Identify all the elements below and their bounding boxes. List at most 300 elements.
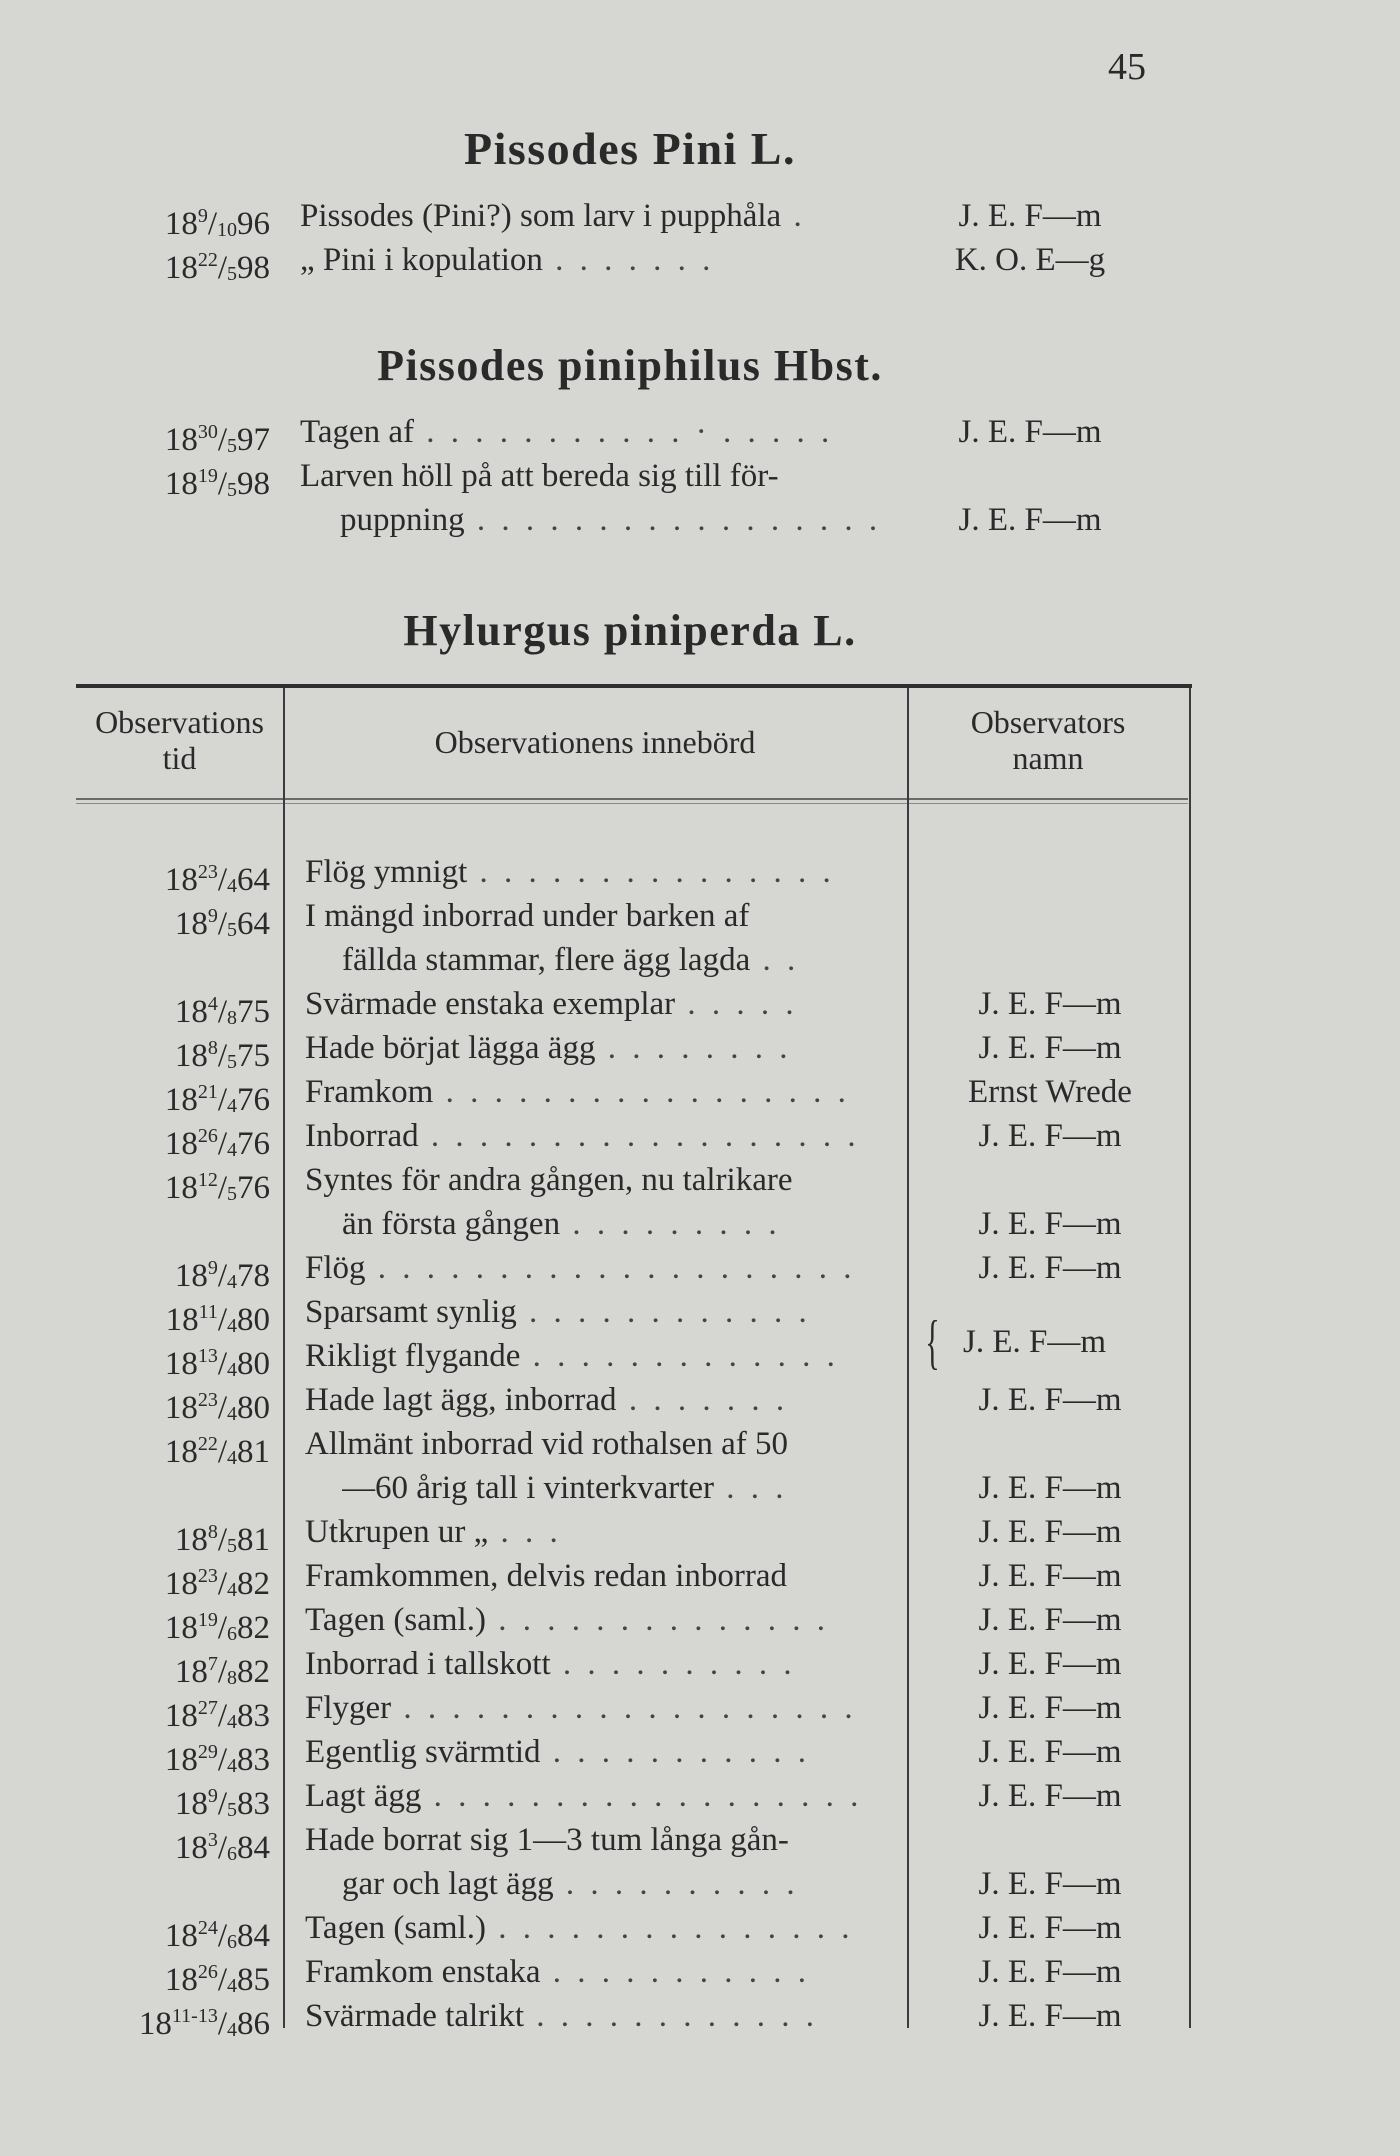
table-row xyxy=(0,894,1400,942)
observer-name: J. E. F—m xyxy=(978,986,1122,1022)
date-value xyxy=(165,1918,270,1954)
date-year: 18 xyxy=(164,422,198,458)
observation-text xyxy=(305,1598,885,1642)
date-day: 4 xyxy=(207,993,218,1015)
observation-text xyxy=(305,1906,885,1950)
date-yy: 97 xyxy=(237,422,270,458)
date-value xyxy=(165,1610,270,1646)
observer-name: J. E. F—m xyxy=(978,1382,1122,1418)
observation-text-value: Rikligt flygande xyxy=(305,1338,521,1374)
date-value xyxy=(165,862,270,898)
date-day: 7 xyxy=(207,1653,218,1675)
observer-name: J. E. F—m xyxy=(978,1646,1122,1682)
table-row xyxy=(0,1246,1400,1294)
observer-name: J. E. F—m xyxy=(978,1250,1122,1286)
observer-name: J. E. F—m xyxy=(978,1030,1122,1066)
date-value xyxy=(165,1346,270,1382)
date-month: 4 xyxy=(227,1711,237,1733)
observation-text xyxy=(305,1994,885,2038)
table-row xyxy=(0,1026,1400,1074)
date-value xyxy=(165,1434,270,1470)
date-month: 4 xyxy=(227,2019,237,2041)
observation-text-value: Framkom enstaka xyxy=(305,1954,541,1990)
date-day: 12 xyxy=(197,1169,218,1191)
leader-dots: . . . . . . . xyxy=(542,242,715,278)
date-month: 4 xyxy=(227,1975,237,1997)
observation-text xyxy=(300,238,910,282)
table-row xyxy=(0,1906,1400,1954)
date-value xyxy=(175,1654,270,1690)
observer-name: J. E. F—m xyxy=(958,198,1102,234)
observation-text-value: Egentlig svärmtid xyxy=(305,1734,541,1770)
date-value xyxy=(175,1786,270,1822)
table-row xyxy=(0,1598,1400,1646)
date-value xyxy=(165,1698,270,1734)
observation-text xyxy=(305,1642,885,1686)
observation-text xyxy=(342,1466,885,1510)
date-value xyxy=(165,1390,270,1426)
leader-dots: . . . . . . . . xyxy=(595,1030,792,1066)
date-year: 18 xyxy=(164,466,198,502)
date-year: 18 xyxy=(164,1082,198,1118)
date-month: 5 xyxy=(227,1535,237,1557)
date-yy: 98 xyxy=(237,250,270,286)
date-value xyxy=(175,1522,270,1558)
date-year: 18 xyxy=(174,1654,208,1690)
date-yy: 83 xyxy=(237,1742,270,1778)
leader-dots: . . . . . xyxy=(675,986,798,1022)
leader-dots: . . . . . . . . . xyxy=(560,1206,781,1242)
section-row xyxy=(0,498,1400,542)
observation-text-value: „ Pini i kopulation xyxy=(300,242,543,278)
date-month: 4 xyxy=(227,1271,237,1293)
date-month: 5 xyxy=(227,263,237,285)
observation-text xyxy=(305,1378,885,1422)
leader-dots: . . . . . . . . . . . . xyxy=(516,1294,811,1330)
date-slash: / xyxy=(217,422,227,458)
table-row xyxy=(0,1466,1400,1510)
table-header-rule xyxy=(76,798,1188,800)
date-month: 5 xyxy=(227,479,237,501)
observer-name: J. E. F—m xyxy=(978,1910,1122,1946)
brace-observer: J. E. F—m xyxy=(963,1324,1107,1360)
observation-text-value: Hade borrat sig 1—3 tum långa gån- xyxy=(305,1822,789,1858)
observation-date xyxy=(80,1994,270,2052)
date-day: 8 xyxy=(207,1521,218,1543)
date-slash: / xyxy=(217,1566,227,1602)
observation-text-value: Svärmade talrikt xyxy=(305,1998,525,2034)
date-month: 5 xyxy=(227,919,237,941)
date-day: 13 xyxy=(197,1345,218,1367)
observation-text xyxy=(300,410,910,454)
date-slash: / xyxy=(217,2006,227,2042)
date-year: 18 xyxy=(164,862,198,898)
leader-dots: . . xyxy=(750,942,800,978)
date-day: 23 xyxy=(197,1389,218,1411)
date-value xyxy=(175,1258,270,1294)
date-yy: 84 xyxy=(237,1830,270,1866)
date-yy: 80 xyxy=(237,1390,270,1426)
table-row xyxy=(0,1202,1400,1246)
observation-text-value: Framkom xyxy=(305,1074,434,1110)
date-slash: / xyxy=(217,1038,227,1074)
observation-text xyxy=(300,194,910,238)
observer-name: J. E. F—m xyxy=(978,1558,1122,1594)
date-value xyxy=(165,466,270,502)
observation-text xyxy=(305,1774,885,1818)
date-month: 5 xyxy=(227,1051,237,1073)
leader-dots: . . . xyxy=(714,1470,788,1506)
section-title-pissodes-piniphilus: Pissodes piniphilus Hbst. xyxy=(377,341,883,390)
brace-mark: { xyxy=(925,1309,940,1375)
leader-dots: . . . . . . . xyxy=(616,1382,789,1418)
date-yy: 96 xyxy=(237,206,270,242)
leader-dots: . . . . . . . . . . . . xyxy=(524,1998,819,2034)
observer-name: J. E. F—m xyxy=(978,1118,1122,1154)
date-yy: 82 xyxy=(237,1610,270,1646)
date-month: 4 xyxy=(227,1579,237,1601)
leader-dots: . . . . . . . . . . xyxy=(550,1646,796,1682)
date-yy: 76 xyxy=(237,1170,270,1206)
date-value xyxy=(175,1038,270,1074)
observer-name: J. E. F—m xyxy=(978,1602,1122,1638)
table-row xyxy=(0,1422,1400,1470)
observer-name: K. O. E—g xyxy=(954,242,1106,278)
date-month: 8 xyxy=(227,1667,237,1689)
date-slash: / xyxy=(217,250,227,286)
observation-text-value: Svärmade enstaka exemplar xyxy=(305,986,676,1022)
date-slash: / xyxy=(217,1170,227,1206)
date-year: 18 xyxy=(164,1610,198,1646)
date-yy: 84 xyxy=(237,1918,270,1954)
header-time-line1: Observations xyxy=(95,704,264,740)
table-top-rule xyxy=(76,684,1192,688)
leader-dots: . . . . . . . . . . . . . . . xyxy=(485,1910,854,1946)
date-yy: 83 xyxy=(237,1698,270,1734)
date-slash: / xyxy=(207,206,217,242)
date-yy: 83 xyxy=(237,1786,270,1822)
observation-text xyxy=(305,1686,885,1730)
observation-text xyxy=(305,1510,885,1554)
date-day: 23 xyxy=(197,861,218,883)
date-yy: 64 xyxy=(237,906,270,942)
observation-text-value: Lagt ägg xyxy=(305,1778,422,1814)
observation-text xyxy=(305,982,885,1026)
observer-name: Ernst Wrede xyxy=(968,1074,1132,1110)
observation-text xyxy=(305,1158,885,1202)
observation-text-value: Hade börjat lägga ägg xyxy=(305,1030,596,1066)
table-row xyxy=(0,1818,1400,1866)
date-slash: / xyxy=(217,906,227,942)
observation-date xyxy=(100,238,270,296)
date-slash: / xyxy=(217,466,227,502)
observation-text-value: Inborrad xyxy=(305,1118,419,1154)
observation-text xyxy=(305,1070,885,1114)
date-month: 10 xyxy=(217,219,237,241)
observation-text-value: Larven höll på att bereda sig till för- xyxy=(300,458,779,494)
observer-name: J. E. F—m xyxy=(978,1514,1122,1550)
date-slash: / xyxy=(217,994,227,1030)
observation-text xyxy=(342,1202,885,1246)
observation-text-value: Tagen af xyxy=(300,414,415,450)
date-year: 18 xyxy=(138,2006,172,2042)
leader-dots: . xyxy=(781,198,806,234)
table-row xyxy=(0,1070,1400,1118)
table-row xyxy=(0,1686,1400,1734)
date-day: 8 xyxy=(207,1037,218,1059)
observer-name: J. E. F—m xyxy=(978,1778,1122,1814)
date-value xyxy=(165,1082,270,1118)
date-slash: / xyxy=(217,1126,227,1162)
date-slash: / xyxy=(217,1654,227,1690)
leader-dots: . . . . . . . . . . . xyxy=(540,1954,811,1990)
date-yy: 78 xyxy=(237,1258,270,1294)
date-day: 22 xyxy=(197,249,218,271)
table-row xyxy=(0,1334,1400,1382)
leader-dots: . . . . . . . . . . . . . . . . . . xyxy=(421,1778,863,1814)
observer-name: J. E. F—m xyxy=(958,414,1102,450)
observation-text xyxy=(305,1290,885,1334)
section-row xyxy=(0,194,1400,242)
observer-name: J. E. F—m xyxy=(978,1954,1122,1990)
date-value xyxy=(165,206,270,242)
date-day: 27 xyxy=(197,1697,218,1719)
date-year: 18 xyxy=(174,1830,208,1866)
observation-text-value: Pissodes (Pini?) som larv i pupphåla xyxy=(300,198,782,234)
observation-text-value: Sparsamt synlig xyxy=(305,1294,517,1330)
observation-text-value: Utkrupen ur „ xyxy=(305,1514,489,1550)
header-observer-line1: Observators xyxy=(970,704,1126,740)
date-day: 19 xyxy=(197,1609,218,1631)
date-year: 18 xyxy=(174,994,208,1030)
date-value xyxy=(139,2006,270,2042)
leader-dots: . . . . . . . . . . . . . . . . . . xyxy=(418,1118,860,1154)
table-header-rule-2 xyxy=(76,803,1188,804)
date-yy: 86 xyxy=(237,2006,270,2042)
date-day: 30 xyxy=(197,421,218,443)
date-year: 18 xyxy=(164,1742,198,1778)
date-yy: 81 xyxy=(237,1522,270,1558)
date-day: 9 xyxy=(207,1257,218,1279)
observer-name: J. E. F—m xyxy=(978,1998,1122,2034)
date-slash: / xyxy=(217,1742,227,1778)
table-row xyxy=(0,1158,1400,1206)
date-value xyxy=(165,250,270,286)
date-month: 8 xyxy=(227,1007,237,1029)
section-row xyxy=(0,238,1400,286)
leader-dots: . . . . . . . . . . . . . . . xyxy=(467,854,835,890)
observation-text xyxy=(305,850,885,894)
observation-text-value: än första gången xyxy=(342,1206,561,1242)
table-row xyxy=(0,1554,1400,1602)
table-row xyxy=(0,1114,1400,1162)
leader-dots: . . . . . . . . . . . . . . . . . xyxy=(464,502,882,538)
observer-name: J. E. F—m xyxy=(978,1470,1122,1506)
section-row xyxy=(0,454,1400,502)
date-month: 4 xyxy=(227,875,237,897)
date-year: 18 xyxy=(164,1918,198,1954)
date-year: 18 xyxy=(164,1698,198,1734)
date-yy: 80 xyxy=(237,1302,270,1338)
date-yy: 85 xyxy=(237,1962,270,1998)
leader-dots: . . . . . . . . . . . . . xyxy=(520,1338,839,1374)
date-slash: / xyxy=(217,1346,227,1382)
date-month: 6 xyxy=(227,1931,237,1953)
header-observer-line2: namn xyxy=(1012,740,1084,776)
date-month: 4 xyxy=(227,1447,237,1469)
date-year: 18 xyxy=(174,1522,208,1558)
date-year: 18 xyxy=(164,1390,198,1426)
observation-text xyxy=(305,1114,885,1158)
table-row xyxy=(0,1290,1400,1338)
header-observation-time xyxy=(76,704,283,776)
date-month: 4 xyxy=(227,1403,237,1425)
leader-dots: . . . . . . . . . . . . . . xyxy=(485,1602,829,1638)
observation-text xyxy=(305,1334,885,1378)
table-row xyxy=(0,938,1400,982)
date-year: 18 xyxy=(164,206,198,242)
date-year: 18 xyxy=(174,1786,208,1822)
leader-dots: . . . . . . . . . . . . . . . . . xyxy=(433,1074,850,1110)
date-month: 4 xyxy=(227,1359,237,1381)
table-row xyxy=(0,1774,1400,1822)
date-yy: 82 xyxy=(237,1566,270,1602)
leader-dots: . . . xyxy=(488,1514,562,1550)
date-year: 18 xyxy=(174,1258,208,1294)
observer-name: J. E. F—m xyxy=(958,502,1102,538)
date-day: 22 xyxy=(197,1433,218,1455)
date-slash: / xyxy=(217,1522,227,1558)
date-day: 3 xyxy=(207,1829,218,1851)
date-year: 18 xyxy=(164,1126,198,1162)
date-month: 4 xyxy=(227,1139,237,1161)
date-day: 19 xyxy=(197,465,218,487)
date-month: 4 xyxy=(227,1755,237,1777)
date-yy: 75 xyxy=(237,1038,270,1074)
observation-text xyxy=(300,454,910,498)
observation-text-value: —60 årig tall i vinterkvarter xyxy=(342,1470,715,1506)
date-value xyxy=(166,1302,270,1338)
observation-text xyxy=(340,498,910,542)
date-year: 18 xyxy=(164,1170,198,1206)
date-year: 18 xyxy=(174,1038,208,1074)
table-row xyxy=(0,1994,1400,2042)
date-year: 18 xyxy=(164,1962,198,1998)
observation-text xyxy=(342,938,885,982)
observation-text-value: fällda stammar, flere ägg lagda xyxy=(342,942,751,978)
date-yy: 76 xyxy=(237,1126,270,1162)
table-row xyxy=(0,850,1400,898)
observation-text xyxy=(305,1818,885,1862)
date-day: 9 xyxy=(207,1785,218,1807)
date-month: 5 xyxy=(227,1799,237,1821)
observation-text-value: Flög xyxy=(305,1250,366,1286)
observation-text-value: puppning xyxy=(340,502,465,538)
date-value xyxy=(165,1566,270,1602)
table-row xyxy=(0,1730,1400,1778)
date-slash: / xyxy=(217,1918,227,1954)
date-day: 29 xyxy=(197,1741,218,1763)
date-value xyxy=(165,1126,270,1162)
table-row xyxy=(0,1862,1400,1906)
date-slash: / xyxy=(217,1962,227,1998)
observation-text-value: Inborrad i tallskott xyxy=(305,1646,551,1682)
date-day: 21 xyxy=(197,1081,218,1103)
header-observer-name xyxy=(907,704,1189,776)
observation-text xyxy=(305,1422,885,1466)
observation-text xyxy=(305,1246,885,1290)
leader-dots: . . . . . . . . . . . . . . . . . . . xyxy=(391,1690,857,1726)
date-yy: 76 xyxy=(237,1082,270,1118)
date-month: 4 xyxy=(227,1315,237,1337)
observation-text xyxy=(305,1554,885,1598)
table-row xyxy=(0,1378,1400,1426)
date-yy: 75 xyxy=(237,994,270,1030)
date-value xyxy=(175,906,270,942)
date-slash: / xyxy=(217,1082,227,1118)
date-day: 26 xyxy=(197,1961,218,1983)
header-time-line2: tid xyxy=(162,740,197,776)
observation-text-value: Syntes för andra gången, nu talrikare xyxy=(305,1162,793,1198)
observation-text-value: I mängd inborrad under barken af xyxy=(305,898,750,934)
date-yy: 82 xyxy=(237,1654,270,1690)
leader-dots: . . . . . . . . . . . . . . . . . . . . xyxy=(365,1250,856,1286)
date-year: 18 xyxy=(164,1346,198,1382)
observation-text-value: Flyger xyxy=(305,1690,392,1726)
observation-text-value: Tagen (saml.) xyxy=(305,1910,486,1946)
observer-name: J. E. F—m xyxy=(978,1734,1122,1770)
observation-text-value: gar och lagt ägg xyxy=(342,1866,554,1902)
date-value xyxy=(165,1742,270,1778)
leader-dots: . . . . . . . . . . xyxy=(553,1866,799,1902)
observer-name: J. E. F—m xyxy=(978,1206,1122,1242)
date-slash: / xyxy=(217,1258,227,1294)
date-month: 6 xyxy=(227,1843,237,1865)
date-year: 18 xyxy=(164,1566,198,1602)
date-yy: 80 xyxy=(237,1346,270,1382)
observation-text xyxy=(342,1862,885,1906)
observation-text-value: Framkommen, delvis redan inborrad xyxy=(305,1558,788,1594)
date-year: 18 xyxy=(164,1434,198,1470)
table-row xyxy=(0,1510,1400,1558)
date-slash: / xyxy=(217,862,227,898)
date-slash: / xyxy=(217,1390,227,1426)
date-yy: 81 xyxy=(237,1434,270,1470)
table-row xyxy=(0,982,1400,1030)
table-title-hylurgus-piniperda: Hylurgus piniperda L. xyxy=(403,606,857,655)
table-row xyxy=(0,1642,1400,1690)
date-value xyxy=(165,1962,270,1998)
date-slash: / xyxy=(217,1610,227,1646)
date-value xyxy=(165,422,270,458)
date-month: 5 xyxy=(227,1183,237,1205)
observation-text xyxy=(305,1950,885,1994)
date-slash: / xyxy=(217,1786,227,1822)
observer-name: J. E. F—m xyxy=(978,1690,1122,1726)
table-row xyxy=(0,1950,1400,1998)
date-day: 24 xyxy=(197,1917,218,1939)
date-month: 5 xyxy=(227,435,237,457)
leader-dots: . . . . . . . . . . . xyxy=(540,1734,811,1770)
date-yy: 64 xyxy=(237,862,270,898)
page-number: 45 xyxy=(1108,46,1146,88)
date-day: 23 xyxy=(197,1565,218,1587)
date-yy: 98 xyxy=(237,466,270,502)
date-year: 18 xyxy=(174,906,208,942)
observation-text xyxy=(305,894,885,938)
date-day: 9 xyxy=(197,205,208,227)
observation-text xyxy=(305,1026,885,1070)
